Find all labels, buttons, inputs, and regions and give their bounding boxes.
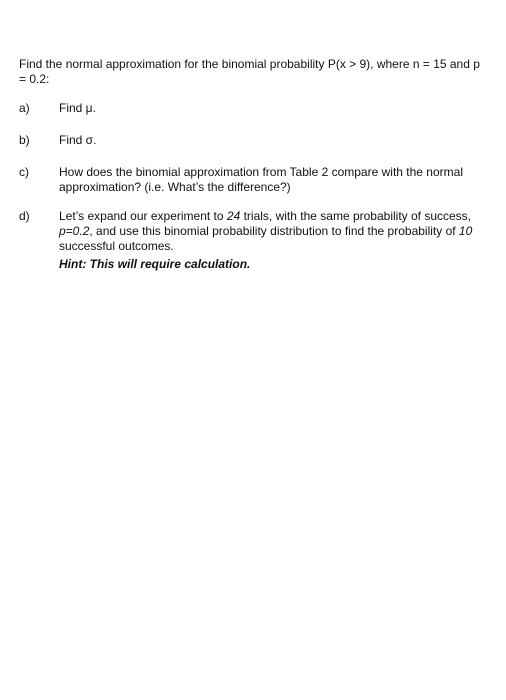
item-d-text-part1: Let’s expand our experiment to [59, 209, 227, 223]
item-b-letter: b) [19, 133, 30, 147]
item-d-text-part4: successful outcomes. [59, 239, 174, 253]
item-c-text: How does the binomial approximation from Table 2 compare with the normal approximation? (i.e. What’s the difference?) [59, 165, 463, 194]
item-d-trials: 24 [226, 209, 241, 223]
item-d-outcomes: 10 [458, 224, 473, 238]
item-a-letter: a) [19, 101, 30, 115]
item-d-hint-row [19, 257, 489, 272]
item-d-text-part2: trials, with the same probability of success, [240, 209, 472, 223]
item-c-letter: c) [19, 165, 29, 179]
item-d-body [59, 209, 479, 254]
item-d-prob: p=0.2 [59, 224, 90, 238]
question-intro: Find the normal approximation for the binomial probability P(x > 9), where n = 15 and p = 0.2: [19, 57, 480, 86]
item-b-text: Find σ. [59, 133, 97, 147]
item-d-letter: d) [19, 209, 30, 223]
item-a-text: Find μ. [59, 101, 96, 115]
item-d-hint: Hint: This will require calculation. [59, 257, 251, 271]
item-d-text-part3: , and use this binomial probability distribution to find the probability of [89, 224, 459, 238]
